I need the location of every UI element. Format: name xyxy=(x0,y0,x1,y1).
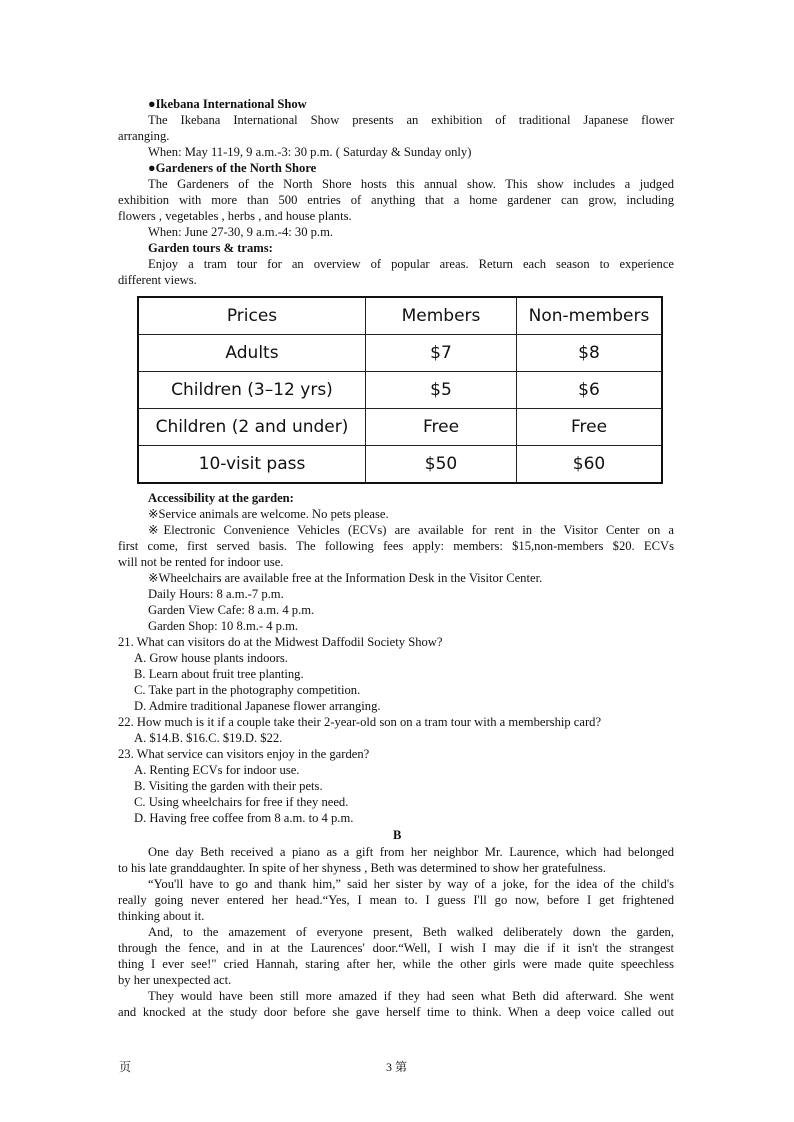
gardeners-desc-3: flowers , vegetables , herbs , and house plants. xyxy=(118,209,352,223)
footer-page-number: 3 第 xyxy=(386,1060,408,1074)
question-21: 21. What can visitors do at the Midwest Daffodil Society Show? xyxy=(118,635,443,649)
price-table xyxy=(137,296,663,484)
table-row xyxy=(138,446,662,484)
q21-option-d: D. Admire traditional Japanese flower arranging. xyxy=(134,699,381,713)
passage-p3-line-1: And, to the amazement of everyone present, Beth walked deliberately down the garden, xyxy=(148,925,674,939)
passage-p1-line-2: to his late granddaughter. In spite of her shyness , Beth was determined to show her gratefulness. xyxy=(118,861,606,875)
price-cell: $50 xyxy=(366,446,517,484)
price-cell: Free xyxy=(366,409,517,446)
q23-option-a: A. Renting ECVs for indoor use. xyxy=(134,763,300,777)
gardeners-heading: ●Gardeners of the North Shore xyxy=(148,161,317,175)
q21-option-a: A. Grow house plants indoors. xyxy=(134,651,288,665)
accessibility-heading: Accessibility at the garden: xyxy=(148,491,294,505)
tours-heading: Garden tours & trams: xyxy=(148,241,273,255)
ikebana-when: When: May 11-19, 9 a.m.-3: 30 p.m. ( Saturday & Sunday only) xyxy=(148,145,472,159)
q23-option-d: D. Having free coffee from 8 a.m. to 4 p.m. xyxy=(134,811,354,825)
table-row xyxy=(138,409,662,446)
header-non-members: Non-members xyxy=(517,297,663,335)
price-cell: Free xyxy=(517,409,663,446)
question-23: 23. What service can visitors enjoy in the garden? xyxy=(118,747,370,761)
passage-p3-line-4: by her unexpected act. xyxy=(118,973,232,987)
q22-options: A. $14.B. $16.C. $19.D. $22. xyxy=(134,731,283,745)
passage-p2-line-1: “You'll have to go and thank him,” said her sister by way of a joke, for the idea of the child's xyxy=(148,877,674,891)
table-row xyxy=(138,335,662,372)
passage-p2-line-3: thinking about it. xyxy=(118,909,205,923)
passage-p4-line-2: and knocked at the study door before she gave herself time to think. When a deep voice called out xyxy=(118,1005,674,1019)
footer-page-label: 页 xyxy=(119,1060,132,1074)
price-cell: $60 xyxy=(517,446,663,484)
price-cell: $5 xyxy=(366,372,517,409)
passage-p3-line-3: thing I ever see!" cried Hannah, staring after her, while the other girls were made quite speechless xyxy=(118,957,674,971)
price-cell: $8 xyxy=(517,335,663,372)
accessibility-item-2-line-3: will not be rented for indoor use. xyxy=(118,555,284,569)
shop-hours: Garden Shop: 10 8.m.- 4 p.m. xyxy=(148,619,299,633)
row-label-children-3-12: Children (3–12 yrs) xyxy=(138,372,366,409)
q23-option-b: B. Visiting the garden with their pets. xyxy=(134,779,323,793)
gardeners-when: When: June 27-30, 9 a.m.-4: 30 p.m. xyxy=(148,225,334,239)
price-cell: $7 xyxy=(366,335,517,372)
q21-option-b: B. Learn about fruit tree planting. xyxy=(134,667,304,681)
passage-p4-line-1: They would have been still more amazed if they had seen what Beth did afterward. She went xyxy=(148,989,674,1003)
row-label-10-visit-pass: 10-visit pass xyxy=(138,446,366,484)
header-prices: Prices xyxy=(138,297,366,335)
header-members: Members xyxy=(366,297,517,335)
ikebana-heading: ●Ikebana International Show xyxy=(148,97,307,111)
passage-label: B xyxy=(393,828,402,842)
passage-p3-line-2: through the fence, and in at the Laurences' door.“Well, I wish I may die if it isn't the strangest xyxy=(118,941,674,955)
accessibility-item-2-line-1: ※Electronic Convenience Vehicles (ECVs) are available for rent in the Visitor Center on a xyxy=(148,523,674,537)
gardeners-desc-2: exhibition with more than 500 entries of anything that a home gardener can grow, including xyxy=(118,193,674,207)
tours-desc-2: different views. xyxy=(118,273,197,287)
q23-option-c: C. Using wheelchairs for free if they need. xyxy=(134,795,349,809)
question-22: 22. How much is it if a couple take their 2-year-old son on a tram tour with a membership card? xyxy=(118,715,602,729)
accessibility-item-1: ※Service animals are welcome. No pets please. xyxy=(148,507,389,521)
daily-hours: Daily Hours: 8 a.m.-7 p.m. xyxy=(148,587,284,601)
price-table-header-row xyxy=(138,297,662,335)
accessibility-item-2-line-2: first come, first served basis. The following fees apply: members: $15,non-members $20. ECVs xyxy=(118,539,674,553)
gardeners-desc-1: The Gardeners of the North Shore hosts this annual show. This show includes a judged xyxy=(148,177,674,191)
cafe-hours: Garden View Cafe: 8 a.m. 4 p.m. xyxy=(148,603,315,617)
ikebana-desc-2: arranging. xyxy=(118,129,170,143)
tours-desc-1: Enjoy a tram tour for an overview of popular areas. Return each season to experience xyxy=(148,257,674,271)
table-row xyxy=(138,372,662,409)
row-label-children-2-under: Children (2 and under) xyxy=(138,409,366,446)
row-label-adults: Adults xyxy=(138,335,366,372)
passage-p1-line-1: One day Beth received a piano as a gift from her neighbor Mr. Laurence, which had belonged xyxy=(148,845,674,859)
accessibility-item-3: ※Wheelchairs are available free at the Information Desk in the Visitor Center. xyxy=(148,571,543,585)
ikebana-desc-1: The Ikebana International Show presents an exhibition of traditional Japanese flower xyxy=(148,113,674,127)
q21-option-c: C. Take part in the photography competition. xyxy=(134,683,361,697)
price-cell: $6 xyxy=(517,372,663,409)
passage-p2-line-2: really going never entered her head.“Yes, I mean to. I guess I'll go now, before I get frightened xyxy=(118,893,674,907)
